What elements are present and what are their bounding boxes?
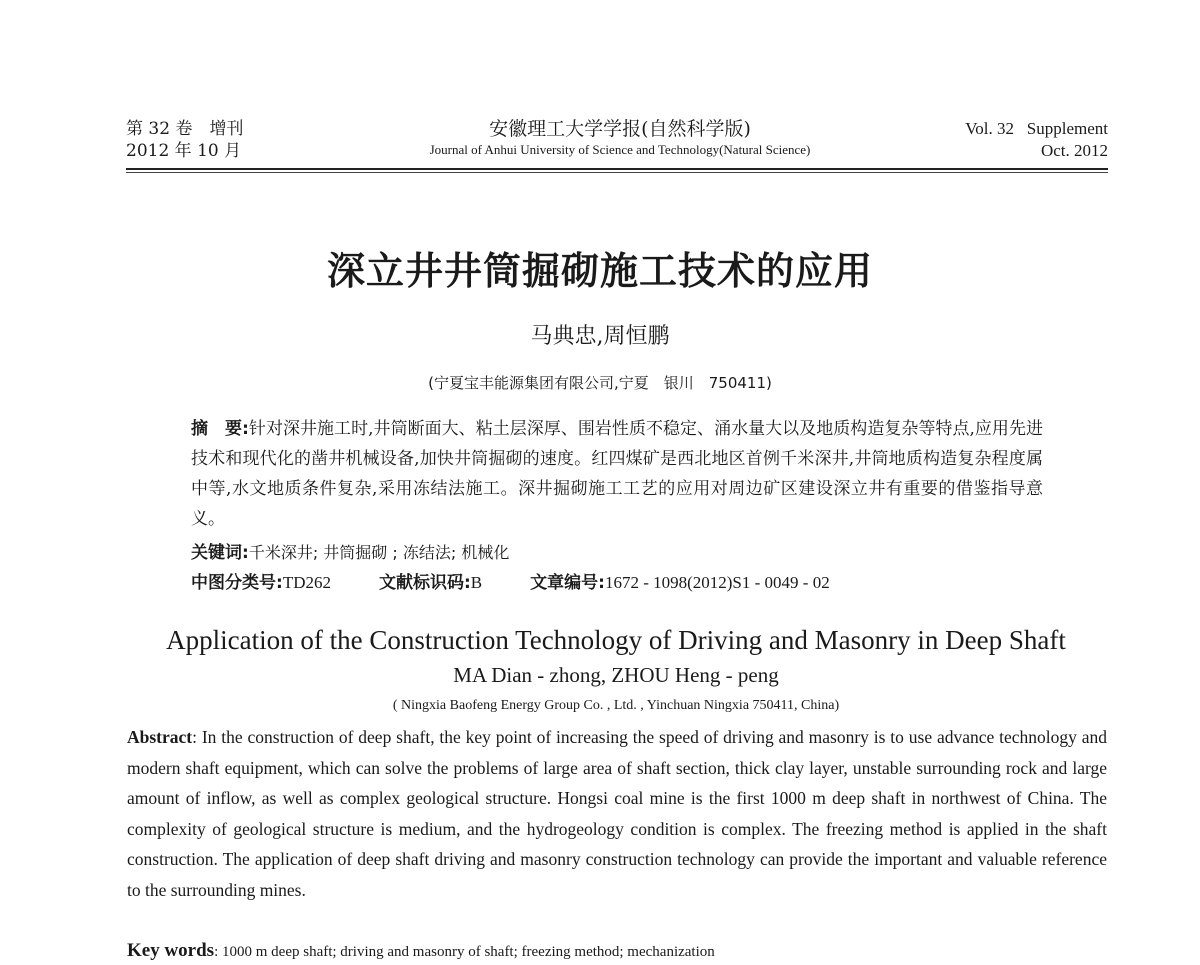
abstract-en-text: : In the construction of deep shaft, the key point of increasing the speed of driving and masonry is to use advance technology and modern shaft equipment, which can solve the problems of large area of shaft section, thick clay layer, unstable surrounding rock and large amount of inflow, as well as complex geological structure. Hongsi coal mine is the first 1000 m deep shaft in northwest of China. The complexity of geological structure is medium, and the hydrogeology condition is complex. The freezing method is applied in the shaft construction. The application of deep shaft driving and masonry construction technology can provide the important and valuable reference to the surrounding mines. [127,727,1107,900]
header-rule-thick [126,168,1108,170]
abstract-en-label: Abstract [127,727,193,747]
abstract-cn [191,414,1043,534]
journal-name-en: Journal of Anhui University of Science and Technology(Natural Science) [429,142,811,157]
affiliation-cn: (宁夏宝丰能源集团有限公司,宁夏 银川 750411) [428,374,772,392]
authors-cn: 马典忠,周恒鹏 [530,324,670,349]
keywords-cn [191,540,509,566]
doc-code-label: 文献标识码: [378,573,471,593]
classification-line [191,570,830,596]
paper-title-cn: 深立井井筒掘砌施工技术的应用 [326,248,873,293]
keywords-cn-text: 千米深井; 井筒掘砌 ; 冻结法; 机械化 [248,543,510,562]
keywords-en-text: : 1000 m deep shaft; driving and masonry of shaft; freezing method; mechanization [214,944,715,960]
running-header-right [965,118,1108,162]
authors-en: MA Dian - zhong, ZHOU Heng - peng [453,663,779,687]
abstract-cn-text: 针对深井施工时,井筒断面大、粘土层深厚、围岩性质不稳定、涌水量大以及地质构造复杂等特点,应用先进技术和现代化的凿井机械设备,加快井筒掘砌的速度。红四煤矿是西北地区首例千米深井,井筒地质构造复杂程度属中等,水文地质条件复杂,采用冻结法施工。深井掘砌施工工艺的应用对周边矿区建设深立井有重要的借鉴指导意义。 [191,419,1043,529]
keywords-en-label: Key words [127,940,215,961]
doc-code-value: B [470,573,483,592]
volume-supplement-en: Vol. 32 Supplement [965,119,1108,138]
article-number-value: 1672 - 1098(2012)S1 - 0049 - 02 [604,573,830,592]
running-header-journal [320,118,920,160]
volume-issue-cn: 第 32 卷 增刊 [126,119,244,139]
abstract-en [127,722,1107,905]
running-header-left [126,118,243,162]
abstract-cn-label: 摘 要: [191,419,249,439]
date-cn: 2012 年 10 月 [126,141,242,161]
header-rule-thin [126,172,1108,173]
journal-name-cn: 安徽理工大学学报(自然科学版) [489,118,751,140]
keywords-cn-label: 关键词: [191,543,249,563]
article-number-label: 文章编号: [530,573,605,593]
clc-value: TD262 [282,573,331,592]
date-en: Oct. 2012 [1040,141,1108,160]
paper-title-en: Application of the Construction Technology of Driving and Masonry in Deep Shaft [166,625,1066,655]
affiliation-en: ( Ningxia Baofeng Energy Group Co. , Ltd. , Yinchuan Ningxia 750411, China) [392,698,840,713]
clc-label: 中图分类号: [191,573,283,593]
